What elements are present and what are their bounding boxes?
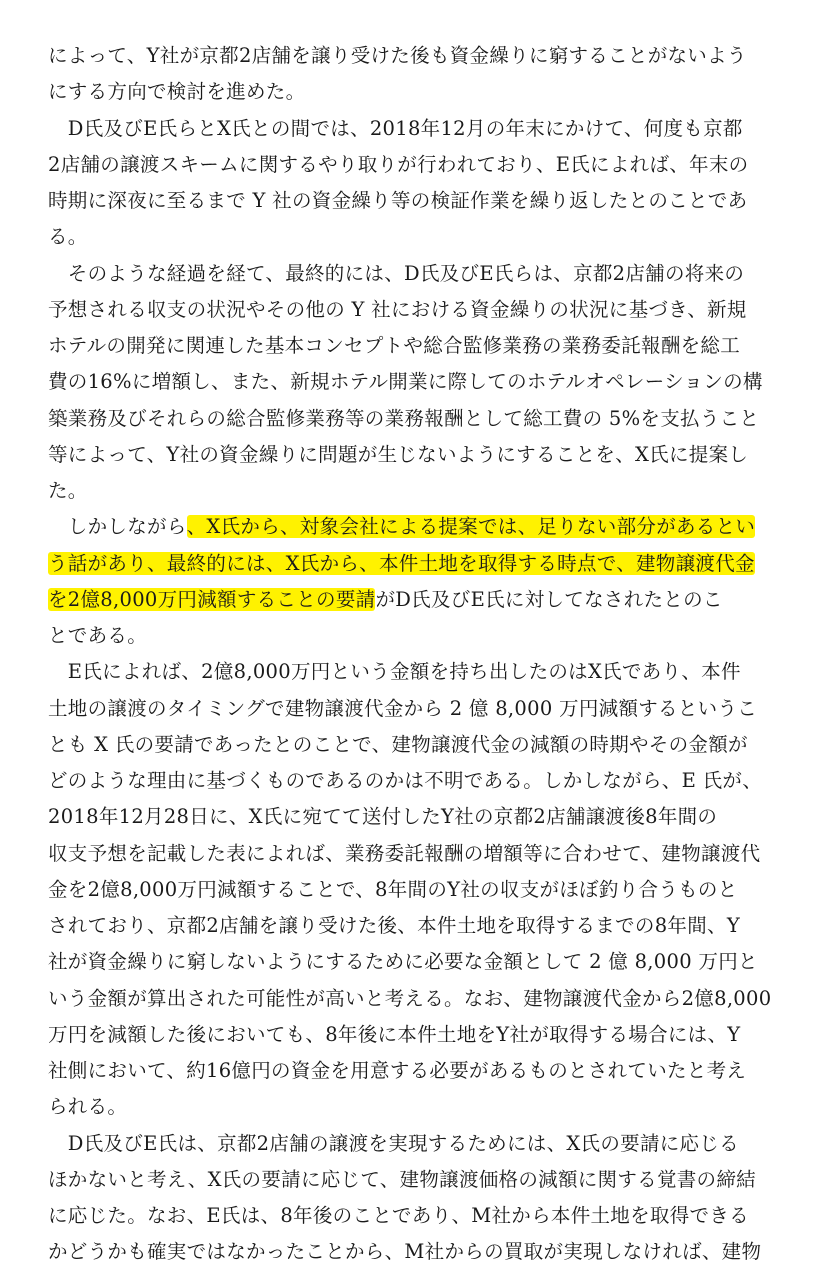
text-segment: 費の16%に増額し、また、新規ホテル開業に際してのホテルオペレーションの構	[48, 370, 763, 394]
text-segment: 収支予想を記載した表によれば、業務委託報酬の増額等に合わせて、建物譲渡代	[48, 841, 761, 865]
text-line	[48, 295, 788, 325]
text-line	[48, 367, 788, 397]
text-line	[48, 947, 788, 977]
text-line	[48, 549, 788, 579]
text-line	[48, 259, 788, 289]
text-line	[48, 984, 788, 1014]
text-segment: 予想される収支の状況やその他の Y 社における資金繰りの状況に基づき、新規	[48, 297, 747, 321]
text-segment: ほかないと考え、X氏の要請に応じて、建物譲渡価格の減額に関する覚書の締結	[48, 1167, 756, 1191]
text-line	[48, 1056, 788, 1086]
text-segment: に応じた。なお、E氏は、8年後のことであり、M社から本件土地を取得できる	[48, 1204, 749, 1227]
text-segment: られる。	[48, 1095, 128, 1119]
text-line	[48, 440, 788, 470]
text-line	[48, 1237, 788, 1267]
text-segment: がD氏及びE氏に対してなされたとのこ	[375, 587, 723, 611]
text-line	[48, 77, 788, 107]
text-segment: 2018年12月28日に、X氏に宛てて送付したY社の京都2店舗譲渡後8年間の	[48, 805, 718, 829]
text-segment: D氏及びE氏らとX氏との間では、2018年12月の年末にかけて、何度も京都	[48, 116, 743, 140]
text-segment: D氏及びE氏は、京都2店舗の譲渡を実現するためには、X氏の要請に応じる	[48, 1131, 739, 1155]
text-line	[48, 730, 788, 760]
text-segment: 金を2億8,000万円減額することで、8年間のY社の収支がほぼ釣り合うものと	[48, 877, 738, 901]
highlighted-text: を2億8,000万円減額することの要請	[48, 587, 376, 611]
text-line	[48, 1020, 788, 1050]
text-segment: る。	[48, 225, 88, 249]
text-line	[48, 1129, 788, 1159]
text-line	[48, 1165, 788, 1195]
text-segment: とである。	[48, 624, 148, 647]
text-line	[48, 512, 788, 542]
text-line	[48, 1092, 788, 1122]
text-line	[48, 657, 788, 687]
text-line	[48, 911, 788, 941]
text-segment: にする方向で検討を進めた。	[48, 80, 306, 104]
text-segment: 土地の譲渡のタイミングで建物譲渡代金から 2 億 8,000 万円減額するというこ	[48, 696, 758, 720]
text-line	[48, 621, 788, 651]
text-line	[48, 802, 788, 832]
text-segment: た。	[48, 479, 88, 502]
text-segment: ホテルの開発に関連した基本コンセプトや総合監修業務の業務委託報酬を総工	[48, 334, 741, 357]
text-line	[48, 114, 788, 144]
text-segment: 万円を減額した後においても、8年後に本件土地をY社が取得する場合には、Y	[48, 1022, 741, 1046]
text-line	[48, 694, 788, 724]
highlighted-text: う話があり、最終的には、X氏から、本件土地を取得する時点で、建物譲渡代金	[48, 551, 755, 575]
text-segment: されており、京都2店舗を譲り受けた後、本件土地を取得するまでの8年間、Y	[48, 914, 740, 937]
text-segment: 社側において、約16億円の資金を用意する必要があるものとされていたと考え	[48, 1059, 747, 1082]
text-line	[48, 476, 788, 506]
highlighted-text: 、X氏から、対象会社による提案では、足りない部分があるとい	[186, 515, 756, 539]
text-segment: 2店舗の譲渡スキームに関するやり取りが行われており、E氏によれば、年末の	[48, 152, 749, 176]
text-segment: 築業務及びそれらの総合監修業務等の業務報酬として総工費の 5%を支払うこと	[48, 406, 760, 430]
text-line	[48, 150, 788, 180]
text-line	[48, 404, 788, 434]
text-segment: そのような経過を経て、最終的には、D氏及びE氏らは、京都2店舗の将来の	[48, 261, 745, 285]
text-segment: いう金額が算出された可能性が高いと考える。なお、建物譲渡代金から2億8,000	[48, 986, 772, 1010]
text-line	[48, 331, 788, 361]
text-segment: 時期に深夜に至るまで Y 社の資金繰り等の検証作業を繰り返したとのことであ	[48, 189, 748, 212]
text-segment: しかしながら	[48, 515, 187, 539]
text-line	[48, 585, 788, 615]
text-segment: E氏によれば、2億8,000万円という金額を持ち出したのはX氏であり、本件	[48, 660, 741, 684]
text-line	[48, 839, 788, 869]
text-segment: 社が資金繰りに窮しないようにするために必要な金額として 2 億 8,000 万円と	[48, 950, 758, 974]
text-line	[48, 222, 788, 252]
text-segment: どのような理由に基づくものであるのかは不明である。しかしながら、E 氏が、	[48, 769, 763, 792]
text-segment: 等によって、Y社の資金繰りに問題が生じないようにすることを、X氏に提案し	[48, 442, 749, 466]
text-segment: とも X 氏の要請であったとのことで、建物譲渡代金の減額の時期やその金額が	[48, 732, 748, 756]
text-line	[48, 41, 788, 71]
text-segment: かどうかも確実ではなかったことから、M社からの買取が実現しなければ、建物	[48, 1240, 762, 1264]
text-line	[48, 1201, 788, 1231]
text-line	[48, 186, 788, 216]
text-line	[48, 766, 788, 796]
text-segment: によって、Y社が京都2店舗を譲り受けた後も資金繰りに窮することがないよう	[48, 44, 747, 67]
text-line	[48, 875, 788, 905]
